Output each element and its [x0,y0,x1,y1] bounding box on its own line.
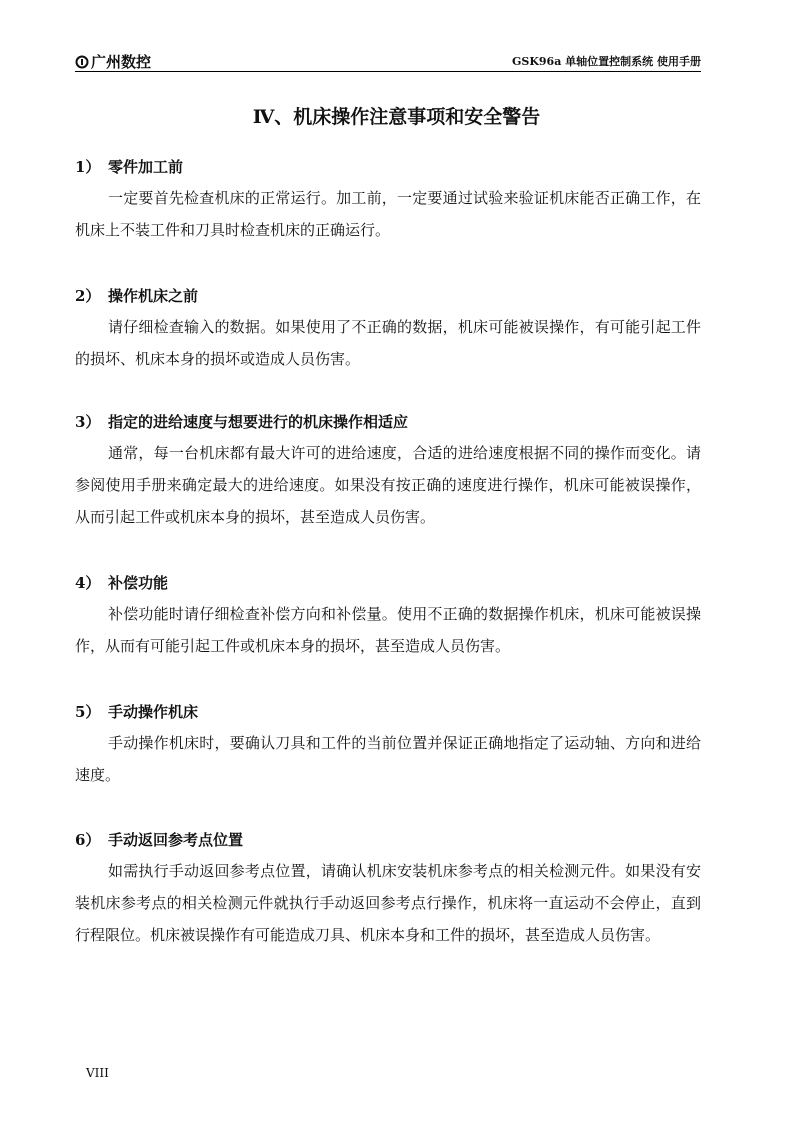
section-heading [75,281,701,311]
section-number: 1） [75,158,101,176]
page-title: Ⅳ、机床操作注意事项和安全警告 [252,106,541,128]
section-heading [75,825,701,855]
page-header [75,49,701,72]
section-6 [75,825,701,951]
section-title: 零件加工前 [108,158,184,176]
section-body: 如需执行手动返回参考点位置，请确认机床安装机床参考点的相关检测元件。如果没有安装机床参考点的相关检测元件就执行手动返回参考点行操作，机床将一直运动不会停止，直到行程限位。机床被误操作有可能造成刀具、机床本身和工件的损坏，甚至造成人员伤害。 [75,862,701,944]
section-number: 3） [75,413,101,431]
section-body: 通常，每一台机床都有最大许可的进给速度，合适的进给速度根据不同的操作而变化。请参阅使用手册来确定最大的进给速度。如果没有按正确的速度进行操作，机床可能被误操作，从而引起工件或机床本身的损坏，甚至造成人员伤害。 [75,444,701,526]
company-logo [75,51,151,72]
logo-text: 广州数控 [91,53,152,71]
section-title: 指定的进给速度与想要进行的机床操作相适应 [108,413,409,431]
section-body: 一定要首先检查机床的正常运行。加工前，一定要通过试验来验证机床能否正确工作，在机床上不装工件和刀具时检查机床的正确运行。 [75,189,701,239]
section-5 [75,697,701,791]
section-number: 6） [75,831,101,849]
section-body: 请仔细检查输入的数据。如果使用了不正确的数据，机床可能被误操作，有可能引起工件的损坏、机床本身的损坏或造成人员伤害。 [75,318,701,368]
section-1 [75,152,701,246]
section-body: 手动操作机床时，要确认刀具和工件的当前位置并保证正确地指定了运动轴、方向和进给速度。 [75,734,701,784]
section-heading [75,152,701,182]
section-heading [75,407,701,437]
section-number: 4） [75,574,101,592]
section-title: 操作机床之前 [108,287,199,305]
page-number: VIII [86,1066,109,1080]
section-title: 手动操作机床 [108,703,199,721]
section-number: 2） [75,287,101,305]
gsk-logo-icon [75,55,89,69]
section-2 [75,281,701,375]
section-number: 5） [75,703,101,721]
section-3 [75,407,701,533]
section-heading [75,697,701,727]
manual-title: GSK96a 单轴位置控制系统 使用手册 [512,55,701,68]
section-4 [75,568,701,662]
section-body: 补偿功能时请仔细检查补偿方向和补偿量。使用不正确的数据操作机床，机床可能被误操作，从而有可能引起工件或机床本身的损坏，甚至造成人员伤害。 [75,605,701,655]
section-heading [75,568,701,598]
section-title: 补偿功能 [108,574,169,592]
section-title: 手动返回参考点位置 [108,831,244,849]
